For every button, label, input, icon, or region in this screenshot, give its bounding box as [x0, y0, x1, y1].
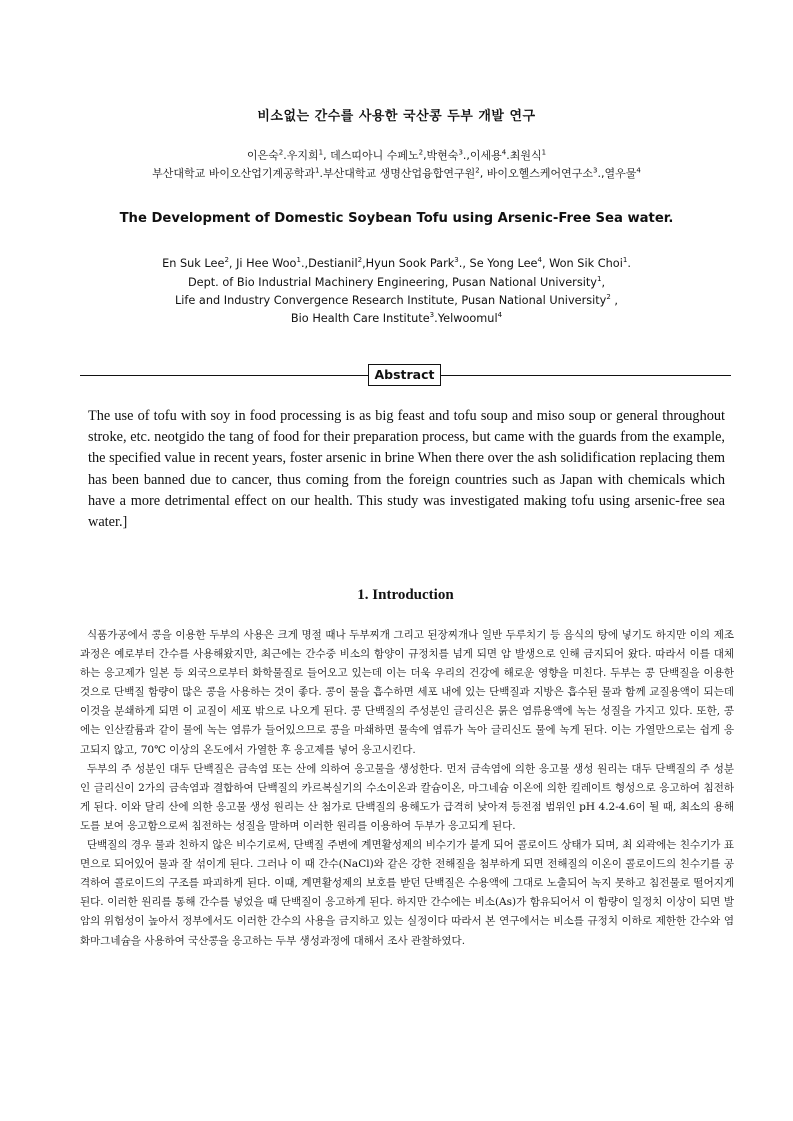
english-affiliation-2: Life and Industry Convergence Research Institute, Pusan National University$^2$ , — [174, 293, 619, 307]
english-title: The Development of Domestic Soybean Tofu using Arsenic-Free Sea water. — [119, 211, 674, 226]
introduction-paragraph-1: 식품가공에서 콩을 이용한 두부의 사용은 크게 명절 때나 두부찌개 그리고 된장찌개나 일반 두루치기 등 음식의 탕에 넣기도 하지만 이의 제조과정은 예로부터 간수를 사용해왔지만, 최근에는 간수중 비소의 함양이 규정치를 넘게 되면 암 발생으로 인해 금지되어 왔다. 따라서 이를 대체하는 응고제가 일본 등 외국으로부터 화학물질로 들어오고 있는데 이는 더욱 우리의 건강에 해로운 영향을 미친다. 두부는 콩 단백질을 이용한 것으로 단백질 함량이 많은 콩을 사용하는 것이 좋다. 콩이 물을 흡수하면 세포 내에 있는 단백질과 지방은 흡수된 물과 함께 교질용액이 되는데 이것을 분쇄하게 되면 이 교질이 세포 밖으로 나오게 된다. 콩 단백질의 주성분인 글리신은 묽은 염류용액에 녹는 성질을 가지고 있다. 또한, 콩에는 인산칼륨과 같이 물에 녹는 염류가 들어있으므로 콩을 마쇄하면 물속에 염류가 녹아 글리신도 물에 녹게 된다. 이는 가열만으로는 쉽게 응고되지 않고, 70℃ 이상의 온도에서 가열한 후 응고제를 넣어 응고시킨다. — [80, 629, 734, 756]
english-affiliation-3: Bio Health Care Institute$^3$.Yelwoomul$^4$ — [290, 311, 503, 325]
english-authors: En Suk Lee$^2$, Ji Hee Woo$^1$.,Destianil$^2$,Hyun Sook Park$^3$., Se Yong Lee$^4$, Won Sik Choi$^1$. — [162, 256, 631, 270]
english-affiliation-1: Dept. of Bio Industrial Machinery Engineering, Pusan National University$^1$, — [187, 275, 606, 289]
abstract-heading: Abstract — [368, 364, 441, 386]
korean-authors: 이은숙$^2$.우지희$^1$, 데스띠아니 수페노$^2$,박현숙$^3$.,이세용$^4$.최원식$^1$ — [246, 148, 547, 162]
korean-title: 비소없는 간수를 사용한 국산콩 두부 개발 연구 — [257, 109, 536, 124]
introduction-heading: 1. Introduction — [357, 587, 454, 603]
introduction-paragraph-2: 두부의 주 성분인 대두 단백질은 금속염 또는 산에 의하여 응고물을 생성한다. 먼저 금속염에 의한 응고물 생성 원리는 대두 단백질의 주 성분인 글리신이 2가의 금속염과 결합하여 단백질의 카르복실기의 수소이온과 칼슘이온, 마그네슘 이온에 의한 킬레이트 형성으로 응고하여 침전하게 된다. 이와 달리 산에 의한 응고물 생성 원리는 산 첨가로 단백질의 용해도가 급격히 낮아져 등전점 범위인 pH 4.2-4.6이 될 때, 최소의 용해도를 보여 응고함으로써 침전하는 성질을 말하며 이러한 원리를 이용하여 두부가 응고되게 된다. — [80, 762, 734, 832]
korean-affiliation: 부산대학교 바이오산업기계공학과$^1$.부산대학교 생명산업융합연구원$^2$, 바이오헬스케어연구소$^3$.,열우물$^4$ — [152, 166, 641, 180]
abstract-divider-right — [441, 375, 731, 376]
abstract-text: The use of tofu with soy in food processing is as big feast and tofu soup and miso soup or general throughout stroke, etc. neotgido the tang of food for their preparation process, but came with the guards from the example, the specified value in recent years, foster arsenic in brine When there over the ash solidification replacing them has been banned due to cancer, thus coming from the foreign countries such as Japan with chemicals which have a more detrimental effect on our health. This study was investigated making tofu using arsenic-free sea water.] — [88, 408, 725, 531]
introduction-body — [80, 626, 734, 951]
introduction-paragraph-3: 단백질의 경우 물과 친하지 않은 비수기로써, 단백질 주변에 계면활성제의 비수기가 붙게 되어 콜로이드 상태가 되며, 최 외곽에는 친수기가 표면으로 되어있어 물과 잘 섞이게 된다. 그러나 이 때 간수(NaCl)와 같은 강한 전해질을 첨부하게 되면 전해질의 이온이 콜로이드의 친수기를 공격하여 콜로이드의 구조를 파괴하게 된다. 이때, 계면활성제의 보호를 받던 단백질은 수용액에 그대로 노출되어 녹지 못하고 침전물로 떨어지게 된다. 이러한 원리를 통해 간수를 넣었을 때 단백질이 응고하게 된다. 하지만 간수에는 비소(As)가 함유되어서 이 함량이 일정치 이상이 되면 발암의 위험성이 높아서 정부에서도 이러한 간수의 사용을 금지하고 있는 실정이다 따라서 본 연구에서는 비소를 규정치 이하로 제한한 간수와 염화마그네슘을 사용하여 국산콩을 응고하는 두부 생성과정에 대해서 조사 관찰하였다. — [80, 839, 734, 947]
abstract-divider-left — [80, 375, 368, 376]
